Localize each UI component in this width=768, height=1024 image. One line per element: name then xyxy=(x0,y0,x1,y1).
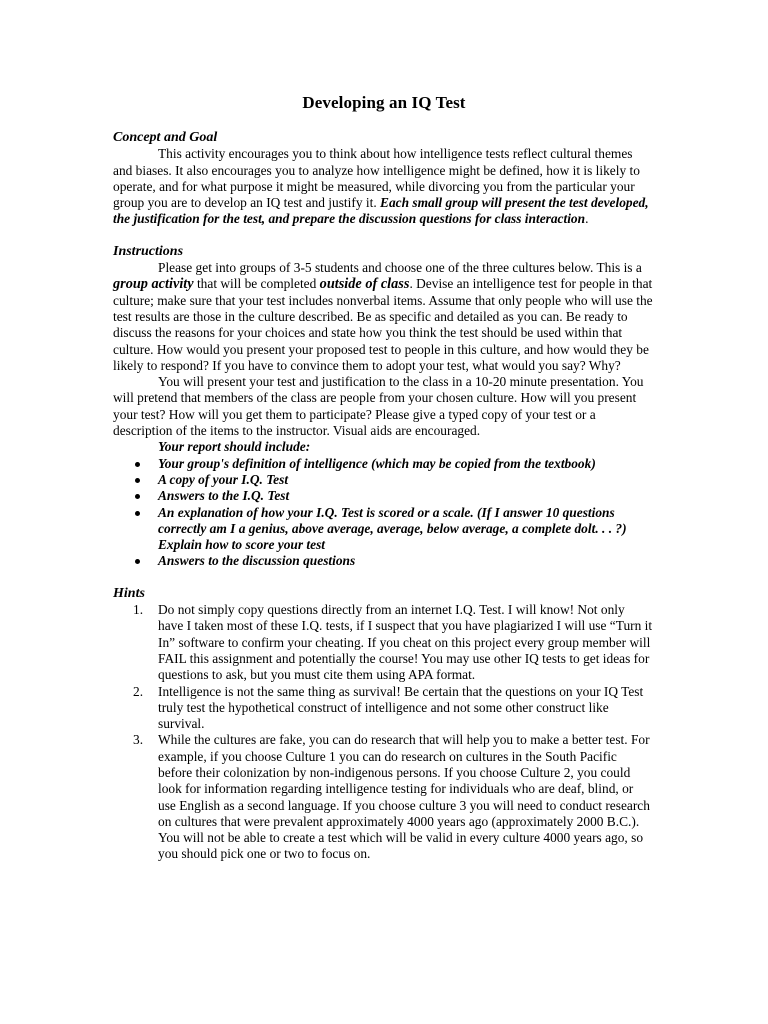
list-number: 1. xyxy=(133,602,144,618)
group-activity-emphasis: group activity xyxy=(113,276,194,293)
bullet-icon xyxy=(135,511,140,516)
instructions-paragraph-2: You will present your test and justification to the class in a 10-20 minute presentation. You will pretend that members of the class are people from your chosen culture. How will you present your test? How will you get them to participate? Please give a typed copy of your test or a description of the items to the instructor. Visual aids are encouraged. xyxy=(113,374,644,439)
list-item: Your group's definition of intelligence (which may be copied from the textbook) xyxy=(113,456,653,472)
report-include-label: Your report should include: xyxy=(158,439,311,455)
list-number: 2. xyxy=(133,683,144,699)
list-item: A copy of your I.Q. Test xyxy=(113,472,653,488)
report-requirements-list xyxy=(113,456,653,570)
list-item: 3. While the cultures are fake, you can do research that will help you to make a better test. For example, if you choose Culture 1 you can do research on cultures in the South Pacific before their colonization by non-indigenous persons. If you choose Culture 2, you could look for information regarding intelligence testing for individuals who are deaf, blind, or use English as a second language. If you choose culture 3 you will need to conduct research on cultures that were prevalent approximately 4000 years ago (approximately 2000 B.C.). You will not be able to create a test which will be valid in every culture 4000 years ago, so you should pick one or two to focus on. xyxy=(133,732,650,862)
concept-bold-text: Each small group will present the test developed, the justification for the test, and prepare the discussion questions for class interaction xyxy=(113,195,649,227)
list-item: 1. Do not simply copy questions directly from an internet I.Q. Test. I will know! Not only have I taken most of these I.Q. tests, if I suspect that you have plagiarized I will use “Turn it In” software to confirm your cheating. If you cheat on this project every group member will FAIL this assignment and potentially the course! You may use other IQ tests to get ideas for questions to ask, but you must cite them using APA format. xyxy=(133,602,653,683)
instructions-heading: Instructions xyxy=(113,243,184,259)
bullet-icon xyxy=(135,478,140,483)
list-item: 2. Intelligence is not the same thing as survival! Be certain that the questions on your IQ Test truly test the hypothetical construct of intelligence and not some other construct like survival. xyxy=(133,683,644,732)
outside-class-emphasis: outside of class xyxy=(319,276,410,293)
bullet-icon xyxy=(135,494,140,499)
bullet-icon xyxy=(135,462,140,467)
concept-period: . xyxy=(585,211,589,227)
list-number: 3. xyxy=(133,732,144,748)
list-item: Answers to the I.Q. Test xyxy=(113,488,653,504)
document-body xyxy=(113,130,653,863)
instructions-text-e: . Devise an intelligence test for people in that culture; make sure that your test includes nonverbal items. Assume that only people who will use the test results are those in the culture described. Be as specific and detailed as you can. Be ready to discuss the reasons for your choices and state how you think the test should be used within that culture. How would you present your proposed test to people in this culture, and how would they be likely to respond? If you have to convince them to adopt your test, what would you say? Why? xyxy=(113,276,653,373)
instructions-text-a: Please get into groups of 3-5 students and choose one of the three cultures below. This is a xyxy=(158,260,642,276)
hints-list xyxy=(113,602,653,863)
instructions-text-c: that will be completed xyxy=(193,276,320,292)
list-item: An explanation of how your I.Q. Test is scored or a scale. (If I answer 10 questions correctly am I a genius, above average, average, below average, a complete dolt. . . ?) Explain how to score your test xyxy=(113,505,653,554)
concept-paragraph xyxy=(113,146,653,227)
instructions-paragraph-1 xyxy=(113,260,653,374)
list-item: Answers to the discussion questions xyxy=(113,553,653,569)
page-title: Developing an IQ Test xyxy=(302,93,466,112)
concept-heading: Concept and Goal xyxy=(113,130,218,145)
concept-text: This activity encourages you to think about how intelligence tests reflect cultural themes and biases. It also encourages you to analyze how intelligence might be defined, how it is likely to operate, and for what purpose it might be measured, while divorcing you from the particular your group you are to develop an IQ test and justify it. xyxy=(113,146,640,211)
bullet-icon xyxy=(135,559,140,564)
hints-heading: Hints xyxy=(113,585,145,601)
